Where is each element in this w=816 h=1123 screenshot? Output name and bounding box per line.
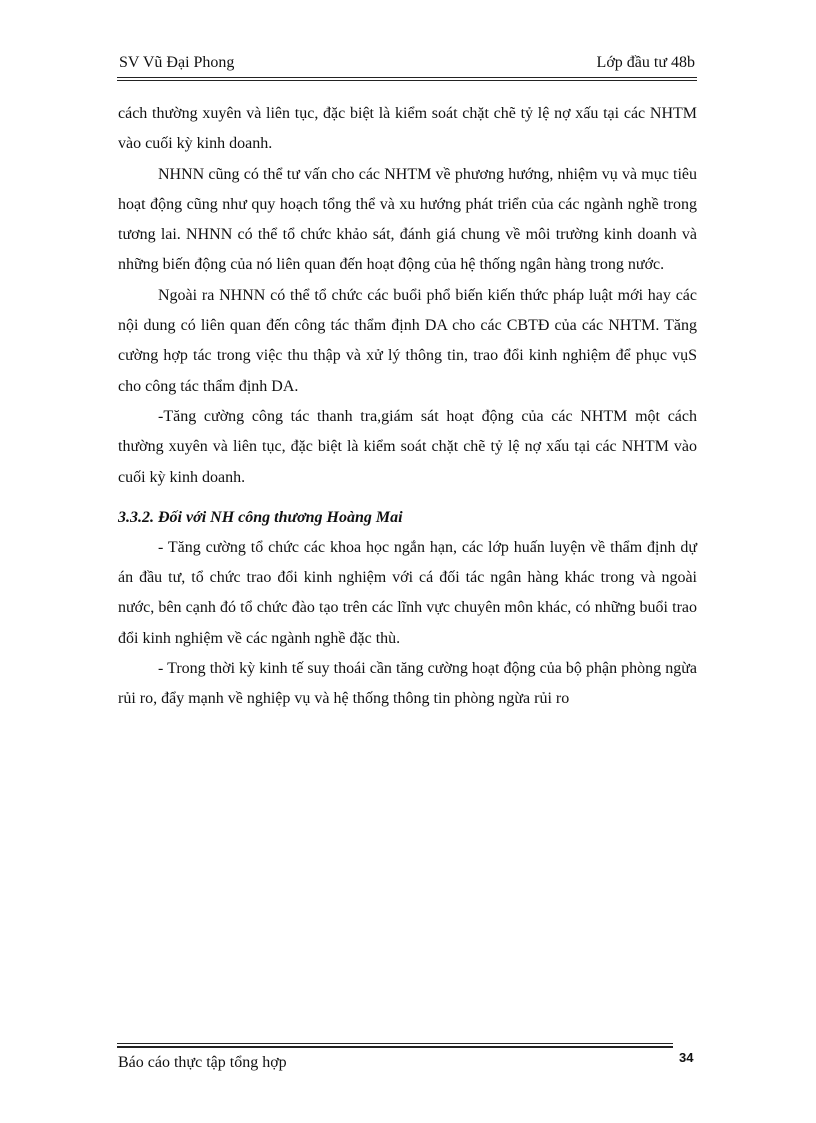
- footer-rule: [117, 1043, 673, 1044]
- section-heading: 3.3.2. Đối với NH công thương Hoàng Mai: [118, 508, 403, 526]
- header-rule: [117, 77, 697, 78]
- paragraph-continuation: cách thường xuyên và liên tục, đặc biệt là kiểm soát chặt chẽ tỷ lệ nợ xấu tại các NHTM vào cuối kỳ kinh doanh.: [118, 105, 697, 153]
- footer-report-title: Báo cáo thực tập tổng hợp: [118, 1054, 287, 1071]
- paragraph: - Tăng cường tổ chức các khoa học ngắn hạn, các lớp huấn luyện về thẩm định dự án đầu tư, tổ chức trao đổi kinh nghiệm với cá đối tác ngân hàng khác trong và ngoài nước, bên cạnh đó tổ chức đào tạo trên các lĩnh vực chuyên môn khác, có những buổi trao đổi kinh nghiệm về các ngành nghề đặc thù.: [118, 538, 697, 647]
- paragraph: Ngoài ra NHNN có thể tổ chức các buổi phổ biến kiến thức pháp luật mới hay các nội dung có liên quan đến công tác thẩm định DA cho các CBTĐ của các NHTM. Tăng cường hợp tác trong việc thu thập và xử lý thông tin, trao đổi kinh nghiệm để phục vụS cho công tác thẩm định DA.: [118, 286, 697, 395]
- paragraph: NHNN cũng có thể tư vấn cho các NHTM về phương hướng, nhiệm vụ và mục tiêu hoạt động cũng như quy hoạch tổng thể và xu hướng phát triển của các ngành nghề trong tương lai. NHNN có thể tổ chức khảo sát, đánh giá chung về môi trường kinh doanh và những biến động của nó liên quan đến hoạt động của hệ thống ngân hàng trong nước.: [118, 165, 697, 274]
- header-author: SV Vũ Đại Phong: [119, 54, 235, 71]
- header-class: Lớp đầu tư 48b: [596, 54, 695, 71]
- page-header: [117, 52, 697, 76]
- paragraph: -Tăng cường công tác thanh tra,giám sát hoạt động của các NHTM một cách thường xuyên và liên tục, đặc biệt là kiểm soát chặt chẽ tỷ lệ nợ xấu tại các NHTM vào cuối kỳ kinh doanh.: [118, 407, 697, 486]
- footer-rule-thick: [117, 1046, 673, 1048]
- page-number: 34: [679, 1050, 694, 1065]
- paragraph: - Trong thời kỳ kinh tế suy thoái cần tăng cường hoạt động của bộ phận phòng ngừa rủi ro, đẩy mạnh về nghiệp vụ và hệ thống thông tin phòng ngừa rủi ro: [118, 660, 697, 708]
- header-rule-double: [117, 80, 697, 81]
- page-body: [118, 99, 697, 715]
